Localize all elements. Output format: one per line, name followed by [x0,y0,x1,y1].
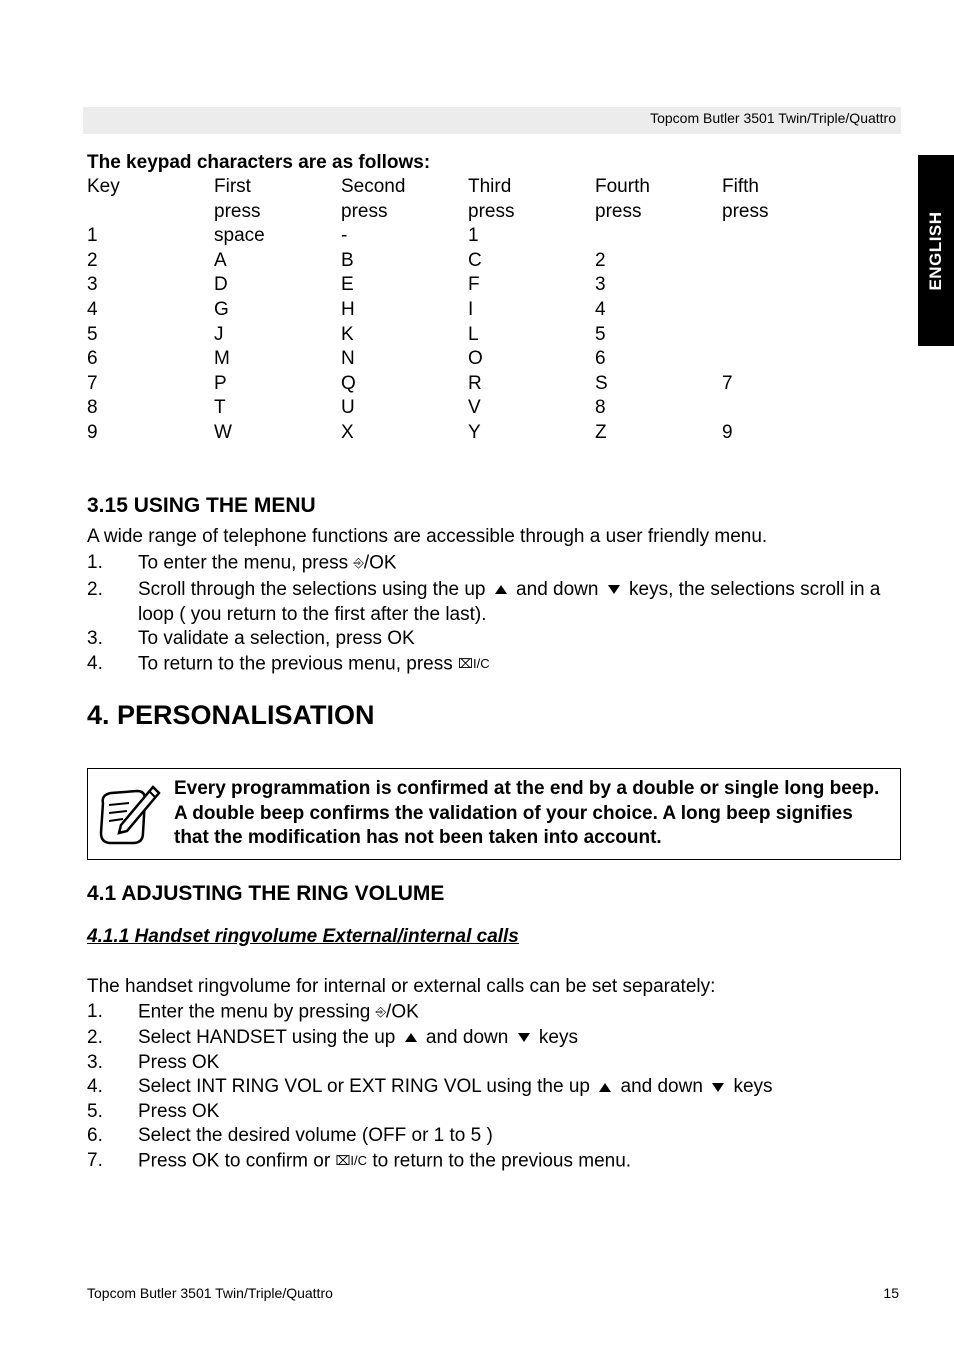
up-arrow-icon [405,1033,417,1042]
table-cell: N [341,348,355,370]
table-cell: T [214,397,226,419]
keypad-header-cell: First [214,176,251,197]
table-cell: X [341,421,354,443]
table-cell: 4 [595,298,606,320]
list-item [87,1149,901,1174]
table-cell: 4 [87,298,98,320]
step-text: Select HANDSET using the up [138,1026,401,1048]
step-text: /OK [386,1001,419,1023]
up-arrow-icon [495,585,507,594]
table-cell: H [341,298,355,320]
step-text: Select the desired volume (OFF or 1 to 5 ) [138,1125,493,1147]
list-item [87,627,901,652]
step-text: Enter the menu by pressing [138,1001,376,1023]
table-cell: V [468,397,481,419]
ring-section-heading: 4.1 ADJUSTING THE RING VOLUME [87,882,445,905]
table-cell: I [468,298,474,320]
step-text: /OK [363,552,397,574]
step-text: keys [728,1076,773,1098]
menu-key-icon: ⎆ [353,555,364,570]
table-row [87,273,849,298]
keypad-header-row [87,200,849,225]
step-number: 7. [87,1149,103,1171]
table-cell [722,249,849,274]
page-number: 15 [883,1285,899,1301]
table-cell: 3 [595,274,606,296]
table-cell: Q [341,372,356,394]
keypad-header-cell [87,200,214,225]
list-item [87,1026,901,1051]
keypad-title: The keypad characters are as follows: [87,152,431,173]
step-number: 3. [87,1051,103,1073]
down-arrow-icon [608,585,620,594]
keypad-header-cell: Fifth [722,176,759,197]
table-cell: 8 [87,397,98,419]
keypad-header-cell: press [468,200,515,222]
up-arrow-icon [599,1083,611,1092]
table-cell: 1 [468,225,479,247]
step-text: and down [510,578,604,600]
table-cell: 6 [595,348,606,370]
menu-key-icon: ⎆ [375,1004,387,1019]
step-text: To validate a selection, press OK [138,628,415,650]
table-row [87,224,849,249]
step-number: 2. [87,1026,103,1048]
clear-key-icon: ⌧I/C [458,655,490,671]
menu-section-heading: 3.15 USING THE MENU [87,494,316,517]
list-item [87,1100,901,1125]
table-cell [595,224,722,249]
note-text: Every programmation is confirmed at the end by a double or single long beep. A double beep confirms the validation of your choice. A long beep signifies that the modification has not been taken into account. [174,778,880,849]
note-box [87,768,901,860]
menu-steps [87,551,901,677]
step-number: 2. [87,578,103,600]
table-cell: K [341,323,354,345]
table-cell: 5 [595,323,606,345]
table-cell: D [214,274,228,296]
table-row [87,323,849,348]
table-cell: P [214,372,227,394]
step-text: keys, the selections scroll in a loop ( you return to the first after the last). [138,578,881,625]
note-pencil-icon [97,781,161,854]
footer-title: Topcom Butler 3501 Twin/Triple/Quattro [87,1285,333,1301]
table-cell: L [468,323,479,345]
step-text: Scroll through the selections using the up [138,578,491,600]
step-number: 4. [87,1076,103,1098]
table-cell: 7 [87,372,98,394]
keypad-header-cell: Fourth [595,176,650,197]
list-item [87,652,901,677]
table-cell: 6 [87,348,98,370]
table-cell: 3 [87,274,98,296]
language-tab [918,155,954,346]
table-row [87,421,849,446]
step-text: Press OK to confirm or [138,1150,336,1172]
step-number: 1. [87,552,103,573]
table-cell [722,323,849,348]
table-row [87,347,849,372]
list-item [87,1075,901,1100]
keypad-header-cell: press [341,200,388,222]
list-item [87,578,901,627]
step-text: keys [533,1026,578,1048]
table-cell: R [468,372,482,394]
table-cell: 9 [87,421,98,443]
table-row [87,249,849,274]
step-text: To return to the previous menu, press [138,653,458,674]
table-cell: 1 [87,225,98,247]
table-cell: F [468,274,480,296]
table-cell: - [341,225,348,247]
step-number: 1. [87,1001,103,1022]
ring-steps [87,1000,901,1174]
step-text: Press OK [138,1051,220,1073]
table-cell [722,273,849,298]
table-cell: A [214,249,227,271]
table-cell: C [468,249,482,271]
table-cell: 7 [722,372,733,394]
clear-key-icon: ⌧I/C [335,1152,368,1168]
table-cell: 9 [722,421,733,443]
list-item [87,1000,901,1025]
list-item [87,1051,901,1076]
down-arrow-icon [518,1033,530,1042]
step-text: Press OK [138,1100,220,1122]
table-cell: E [341,274,354,296]
keypad-header-cell: Third [468,176,512,197]
table-row [87,372,849,397]
keypad-header-cell: press [722,200,769,222]
table-cell: J [214,323,224,345]
table-cell [722,298,849,323]
table-cell [722,347,849,372]
table-cell: U [341,397,355,419]
keypad-header-row [87,175,849,200]
table-cell: B [341,249,354,271]
table-cell: W [214,421,232,443]
table-cell: 8 [595,397,606,419]
table-cell: G [214,298,229,320]
table-cell: Y [468,421,481,443]
table-cell: 2 [87,249,98,271]
keypad-header-cell: Key [87,176,120,197]
keypad-table [87,175,849,446]
step-text: and down [615,1076,709,1098]
table-cell [722,224,849,249]
ring-intro: The handset ringvolume for internal or external calls can be set separately: [87,976,716,997]
keypad-header-cell: press [595,200,642,222]
down-arrow-icon [712,1083,724,1092]
step-number: 3. [87,628,103,650]
menu-intro: A wide range of telephone functions are accessible through a user friendly menu. [87,526,768,547]
step-number: 5. [87,1100,103,1122]
step-text: To enter the menu, press [138,552,354,574]
language-tab-label: ENGLISH [926,210,945,291]
ring-subheading: 4.1.1 Handset ringvolume External/internal calls [87,926,519,947]
table-row [87,396,849,421]
list-item [87,1124,901,1149]
table-cell: 5 [87,323,98,345]
personalisation-heading: 4. PERSONALISATION [87,700,375,730]
table-row [87,298,849,323]
table-cell: O [468,348,483,370]
table-cell: S [595,372,608,394]
header-bar [83,107,901,134]
keypad-header-cell: press [214,200,261,222]
table-cell: 2 [595,249,606,271]
keypad-header-cell: Second [341,176,406,197]
table-cell: M [214,348,230,370]
table-cell [722,396,849,421]
step-text: Select INT RING VOL or EXT RING VOL using the up [138,1076,596,1098]
step-text: to return to the previous menu. [367,1150,632,1172]
step-number: 6. [87,1125,103,1147]
table-cell: Z [595,421,607,443]
list-item [87,551,901,576]
header-title: Topcom Butler 3501 Twin/Triple/Quattro [650,110,896,126]
step-number: 4. [87,652,103,674]
table-cell: space [214,225,265,247]
step-text: and down [420,1026,514,1048]
